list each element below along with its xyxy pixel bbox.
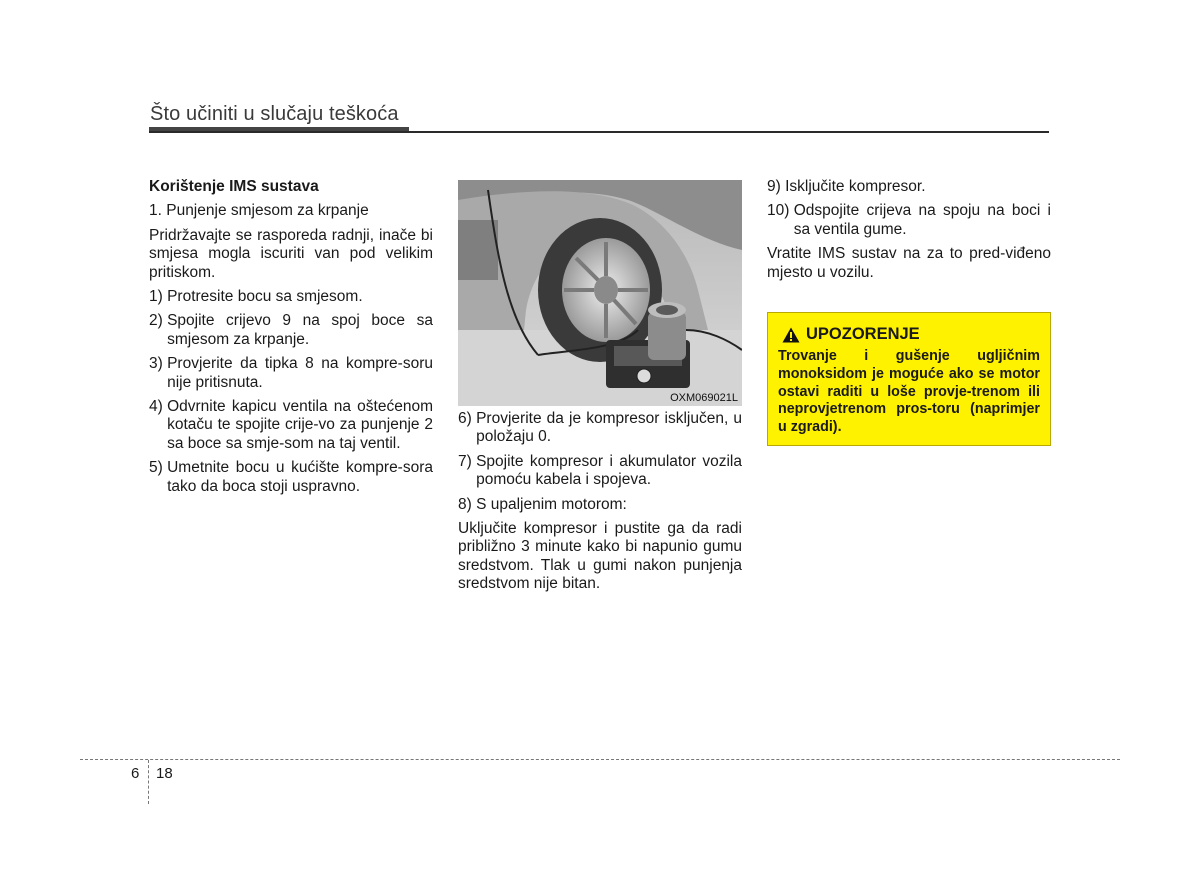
step-text: Umetnite bocu u kućište kompre-sora tako da boca stoji uspravno. <box>167 459 433 495</box>
list-item <box>149 288 433 306</box>
step-number: 6) <box>458 410 477 427</box>
list-item <box>458 410 742 447</box>
list-item <box>149 398 433 453</box>
list-item <box>458 453 742 490</box>
list-item <box>458 496 742 514</box>
step-number: 4) <box>149 398 168 416</box>
warning-title <box>782 325 920 344</box>
compressor-photo <box>458 180 742 406</box>
step-text: Provjerite da je kompresor isključen, u položaju 0. <box>476 410 742 446</box>
section-heading: Korištenje IMS sustava <box>149 178 319 195</box>
step-number: 1) <box>149 288 168 306</box>
step-number: 9) <box>767 178 786 195</box>
step-text: Provjerite da tipka 8 na kompre-soru nije pritisnuta. <box>167 355 433 391</box>
step-text: Spojite crijevo 9 na spoj boce sa smjesom za krpanje. <box>167 312 433 348</box>
section-number: 6 <box>131 765 140 782</box>
figure-code: OXM069021L <box>670 392 738 404</box>
header-rule <box>149 131 1049 133</box>
step-number: 3) <box>149 355 168 373</box>
intro-paragraph: Pridržavajte se rasporeda radnji, inače bi smjesa mogla iscuriti van pod velikim pritiskom. <box>149 226 433 281</box>
step-number: 2) <box>149 312 168 330</box>
footer-vertical-divider <box>148 760 149 804</box>
step-number: 7) <box>458 452 477 470</box>
list-item <box>149 355 433 392</box>
warning-box <box>767 312 1051 446</box>
column-3 <box>767 178 1051 288</box>
body-paragraph: Uključite kompresor i pustite ga da radi približno 3 minute kako bi napunio gumu sredstvom. Tlak u gumi nakon punjenja sredstvom nije bitan. <box>458 520 742 593</box>
warning-triangle-icon <box>782 327 800 343</box>
step-text: Odspojite crijeva na spoju na boci i sa ventila gume. <box>793 202 1051 238</box>
page-number: 18 <box>156 765 173 782</box>
step-number: 5) <box>149 459 168 477</box>
step-text: Spojite kompresor i akumulator vozila pomoću kabela i spojeva. <box>476 452 742 489</box>
warning-text: Trovanje i gušenje ugljičnim monoksidom je moguće ako se motor ostavi raditi u loše provje-trenom ili neprovjetrenom pros-toru (naprimjer u zgradi). <box>778 348 1040 436</box>
list-item <box>149 312 433 349</box>
list-item <box>767 178 1051 196</box>
body-paragraph: Vratite IMS sustav na za to pred-viđeno mjesto u vozilu. <box>767 245 1051 281</box>
column-1 <box>149 178 433 502</box>
tire-compressor-illustration <box>458 180 742 406</box>
step-text: Odvrnite kapicu ventila na oštećenom kotaču te spojite crije-vo za punjenje 2 sa boce sa smje-som na taj ventil. <box>167 398 433 452</box>
step-number: 8) <box>458 495 477 513</box>
step-text: S upaljenim motorom: <box>476 495 627 513</box>
warning-title-text: UPOZORENJE <box>806 325 920 343</box>
list-item <box>767 202 1051 239</box>
step-text: Protresite bocu sa smjesom. <box>167 288 363 306</box>
step-text: Isključite kompresor. <box>785 178 926 195</box>
step-number: 10) <box>767 202 794 220</box>
list-item <box>149 459 433 496</box>
page-header-title: Što učiniti u slučaju teškoća <box>150 103 399 125</box>
footer-divider <box>80 759 1120 760</box>
column-2 <box>458 410 742 600</box>
subheading: 1. Punjenje smjesom za krpanje <box>149 202 369 220</box>
